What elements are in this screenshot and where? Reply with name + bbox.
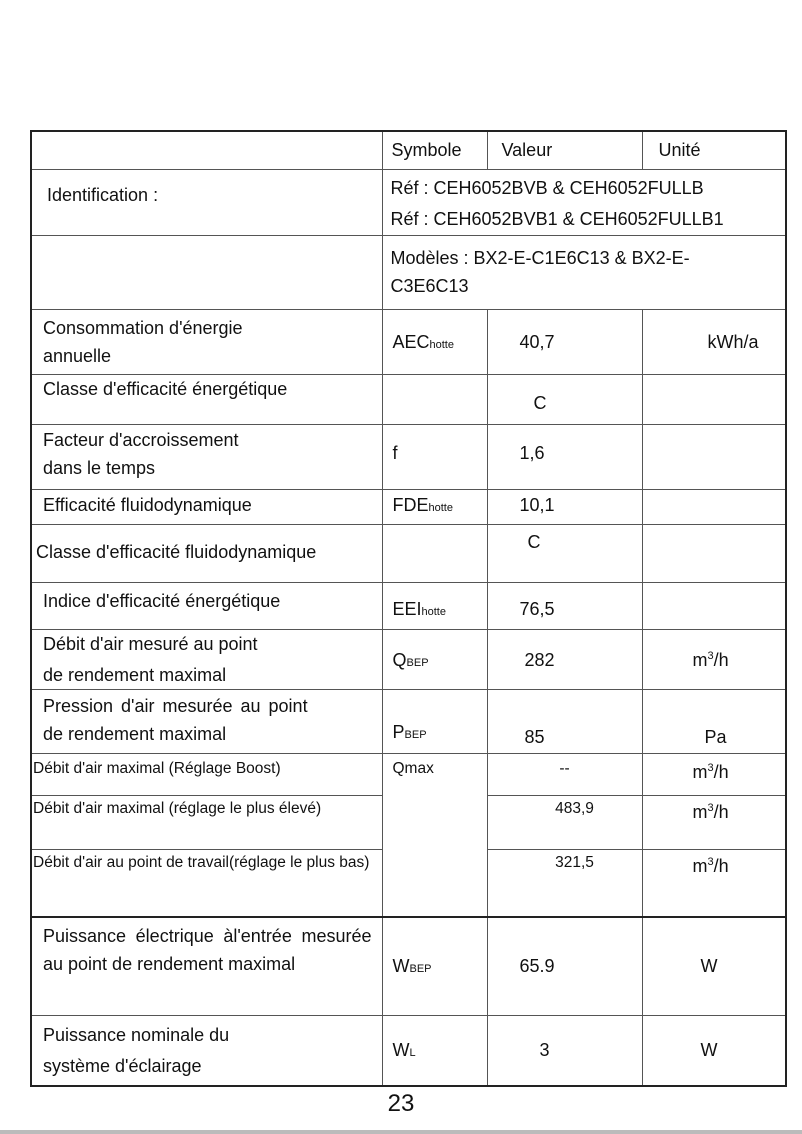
wl-unit: W	[642, 1015, 786, 1086]
ref-1: Réf : CEH6052BVB & CEH6052FULLB	[390, 177, 704, 198]
qmin-label: Débit d'air au point de travail(réglage le plus bas)	[31, 849, 382, 917]
aec-symbol-sub: hotte	[429, 338, 454, 351]
page-bottom-divider	[0, 1130, 802, 1134]
f-row	[31, 424, 786, 489]
aec-value: 40,7	[487, 309, 642, 374]
pbep-symbol: P	[392, 721, 405, 742]
energy-spec-table	[30, 130, 787, 1087]
energy-class-row	[31, 374, 786, 424]
pbep-symbol-sub: BEP	[404, 728, 427, 741]
qmax-boost-unit: $m^3/h$	[642, 753, 786, 795]
qbep-row	[31, 629, 786, 689]
eei-row	[31, 582, 786, 629]
wbep-row	[31, 917, 786, 1015]
fluid-class-label: Classe d'efficacité fluidodynamique	[31, 524, 382, 582]
aec-symbol: AEC	[392, 331, 430, 352]
models-row	[31, 235, 786, 309]
wl-symbol: W	[392, 1039, 410, 1060]
wbep-symbol: W	[392, 956, 410, 976]
wl-label-2: système d'éclairage	[43, 1055, 202, 1076]
qmax-symbol: Qmax	[382, 753, 487, 917]
header-row	[31, 131, 786, 169]
fde-row	[31, 489, 786, 524]
qmax-high-value: 483,9	[487, 795, 642, 849]
wbep-symbol-sub: BEP	[409, 963, 432, 975]
fde-symbol-sub: hotte	[428, 501, 453, 514]
pbep-unit: Pa	[642, 689, 786, 753]
qbep-unit: $m^3/h$	[642, 629, 786, 689]
models: Modèles : BX2-E-C1E6C13 & BX2-E-C3E6C13	[382, 235, 786, 309]
qmax-boost-row	[31, 753, 786, 795]
fluid-class-value: C	[487, 524, 642, 582]
eei-label: Indice d'efficacité énergétique	[31, 582, 382, 629]
fluid-class-row	[31, 524, 786, 582]
identification-row	[31, 169, 786, 235]
ref-2: Réf : CEH6052BVB1 & CEH6052FULLB1	[390, 208, 724, 229]
f-value: 1,6	[487, 424, 642, 489]
pbep-label-1: Pression d'air mesurée au point	[43, 695, 308, 716]
pbep-label-2: de rendement maximal	[43, 723, 227, 744]
eei-value: 76,5	[487, 582, 642, 629]
f-label-1: Facteur d'accroissement	[43, 429, 239, 450]
wl-value: 3	[487, 1015, 642, 1086]
fde-value: 10,1	[487, 489, 642, 524]
aec-row	[31, 309, 786, 374]
pbep-value: 85	[487, 689, 642, 753]
fde-label: Efficacité fluidodynamique	[31, 489, 382, 524]
qmax-high-label: Débit d'air maximal (réglage le plus élevé)	[31, 795, 382, 849]
aec-label-2: annuelle	[43, 345, 112, 366]
qbep-symbol-sub: BEP	[406, 656, 429, 669]
wbep-value: 65.9	[487, 917, 642, 1015]
aec-label-1: Consommation d'énergie	[43, 317, 243, 338]
identification-label: Identification :	[31, 169, 382, 235]
qmin-unit: $m^3/h$	[642, 849, 786, 917]
qbep-label-1: Débit d'air mesuré au point	[43, 633, 258, 654]
aec-unit: kWh/a	[642, 309, 786, 374]
qbep-value: 282	[487, 629, 642, 689]
wl-label-1: Puissance nominale du	[43, 1024, 230, 1045]
header-symbol: Symbole	[382, 131, 487, 169]
energy-class-value: C	[487, 374, 642, 424]
f-label-2: dans le temps	[43, 457, 156, 478]
wbep-label: Puissance électrique àl'entrée mesurée au point de rendement maximal	[31, 917, 382, 1015]
wl-symbol-sub: L	[409, 1046, 416, 1059]
qbep-symbol: Q	[392, 649, 407, 670]
header-value: Valeur	[487, 131, 642, 169]
wbep-unit: W	[642, 917, 786, 1015]
page-number: 23	[387, 1090, 415, 1117]
pbep-row	[31, 689, 786, 753]
header-unit: Unité	[642, 131, 786, 169]
qmax-boost-label: Débit d'air maximal (Réglage Boost)	[31, 753, 382, 795]
f-symbol: f	[382, 424, 487, 489]
fde-symbol: FDE	[392, 494, 429, 515]
qmin-value: 321,5	[487, 849, 642, 917]
qbep-label-2: de rendement maximal	[43, 664, 227, 685]
qmax-high-unit: $m^3/h$	[642, 795, 786, 849]
energy-class-label: Classe d'efficacité énergétique	[31, 374, 382, 424]
eei-symbol: EEI	[392, 598, 422, 619]
qmax-boost-value: --	[487, 753, 642, 795]
eei-symbol-sub: hotte	[421, 605, 446, 618]
wl-row	[31, 1015, 786, 1086]
